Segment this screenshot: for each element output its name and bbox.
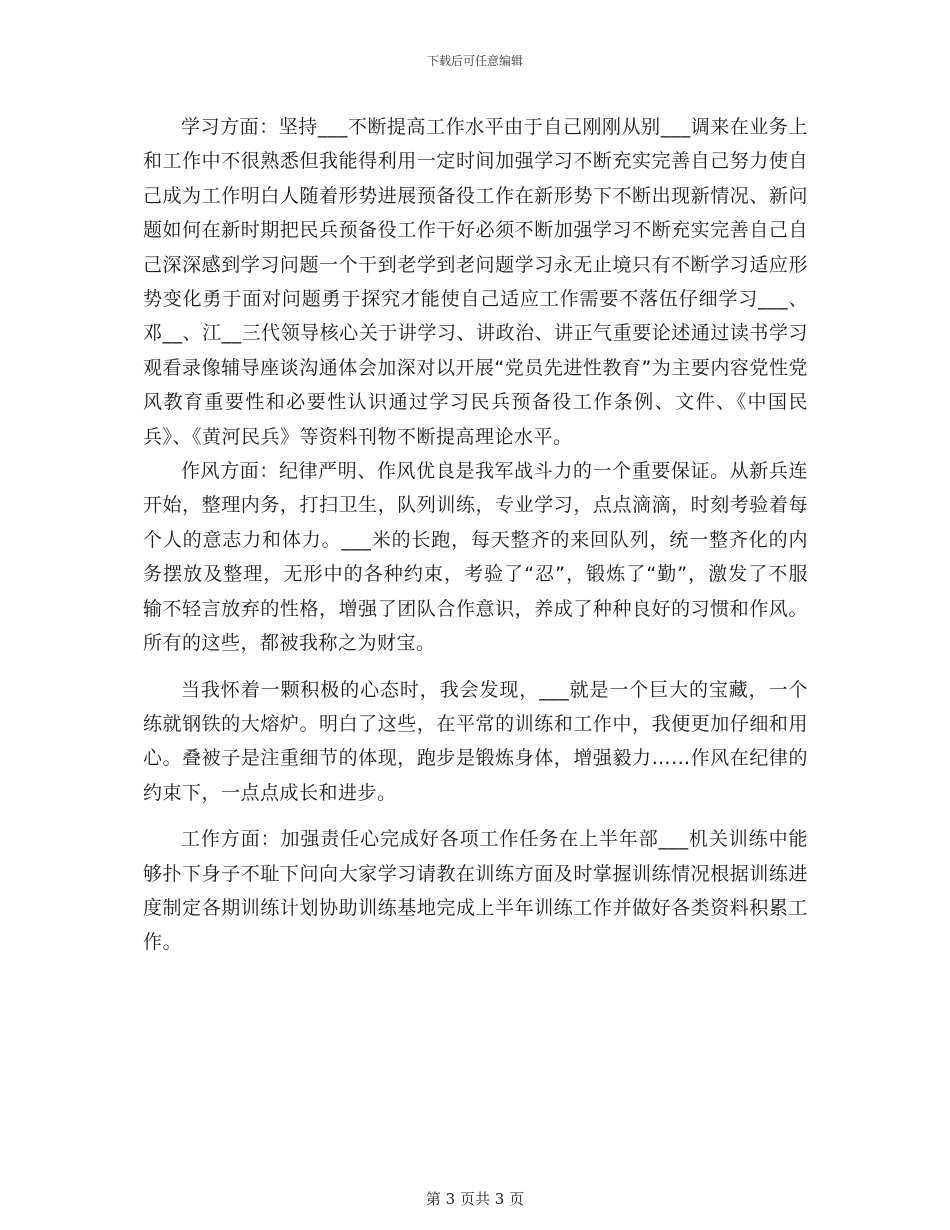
- page-header: 下载后可任意编辑: [426, 54, 523, 68]
- document-body: [143, 110, 808, 960]
- paragraph-style: 作风方面：纪律严明、作风优良是我军战斗力的一个重要保证。从新兵连开始，整理内务，打扫卫生，队列训练，专业学习，点点滴滴，时刻考验着每个人的意志力和体力。___米的长跑，每天整齐的来回队列，统一整齐化的内务摆放及整理，无形中的各种约束，考验了“忍”，锻炼了“勤”，激发了不服输不轻言放弃的性格，增强了团队合作意识，养成了种种良好的习惯和作风。所有的这些，都被我称之为财宝。: [143, 460, 808, 655]
- page-number: 第 3 页共 3 页: [425, 1190, 525, 1208]
- paragraph-study: 学习方面：坚持___不断提高工作水平由于自己刚刚从别___调来在业务上和工作中不很熟悉但我能得利用一定时间加强学习不断充实完善自己努力使自己成为工作明白人随着形势进展预备役工作在新形势下不断出现新情况、新问题如何在新时期把民兵预备役工作干好必须不断加强学习不断充实完善自己自己深深感到学习问题一个干到老学到老问题学习永无止境只有不断学习适应形势变化勇于面对问题勇于探究才能使自己适应工作需要不落伍仔细学习___、邓__、江__三代领导核心关于讲学习、讲政治、讲正气重要论述通过读书学习观看录像辅导座谈沟通体会加深对以开展“党员先进性教育”为主要内容党性党风教育重要性和必要性认识通过学习民兵预备役工作条例、文件、《中国民兵》、《黄河民兵》等资料刊物不断提高理论水平。: [143, 116, 808, 448]
- paragraph-attitude: 当我怀着一颗积极的心态时，我会发现，___就是一个巨大的宝藏，一个练就钢铁的大熔炉。明白了这些，在平常的训练和工作中，我便更加仔细和用心。叠被子是注重细节的体现，跑步是锻炼身体，增强毅力……作风在纪律的约束下，一点点成长和进步。: [143, 678, 808, 804]
- paragraph-work: 工作方面：加强责任心完成好各项工作任务在上半年部___机关训练中能够扑下身子不耻下问向大家学习请教在训练方面及时掌握训练情况根据训练进度制定各期训练计划协助训练基地完成上半年训练工作并做好各类资料积累工作。: [143, 828, 808, 954]
